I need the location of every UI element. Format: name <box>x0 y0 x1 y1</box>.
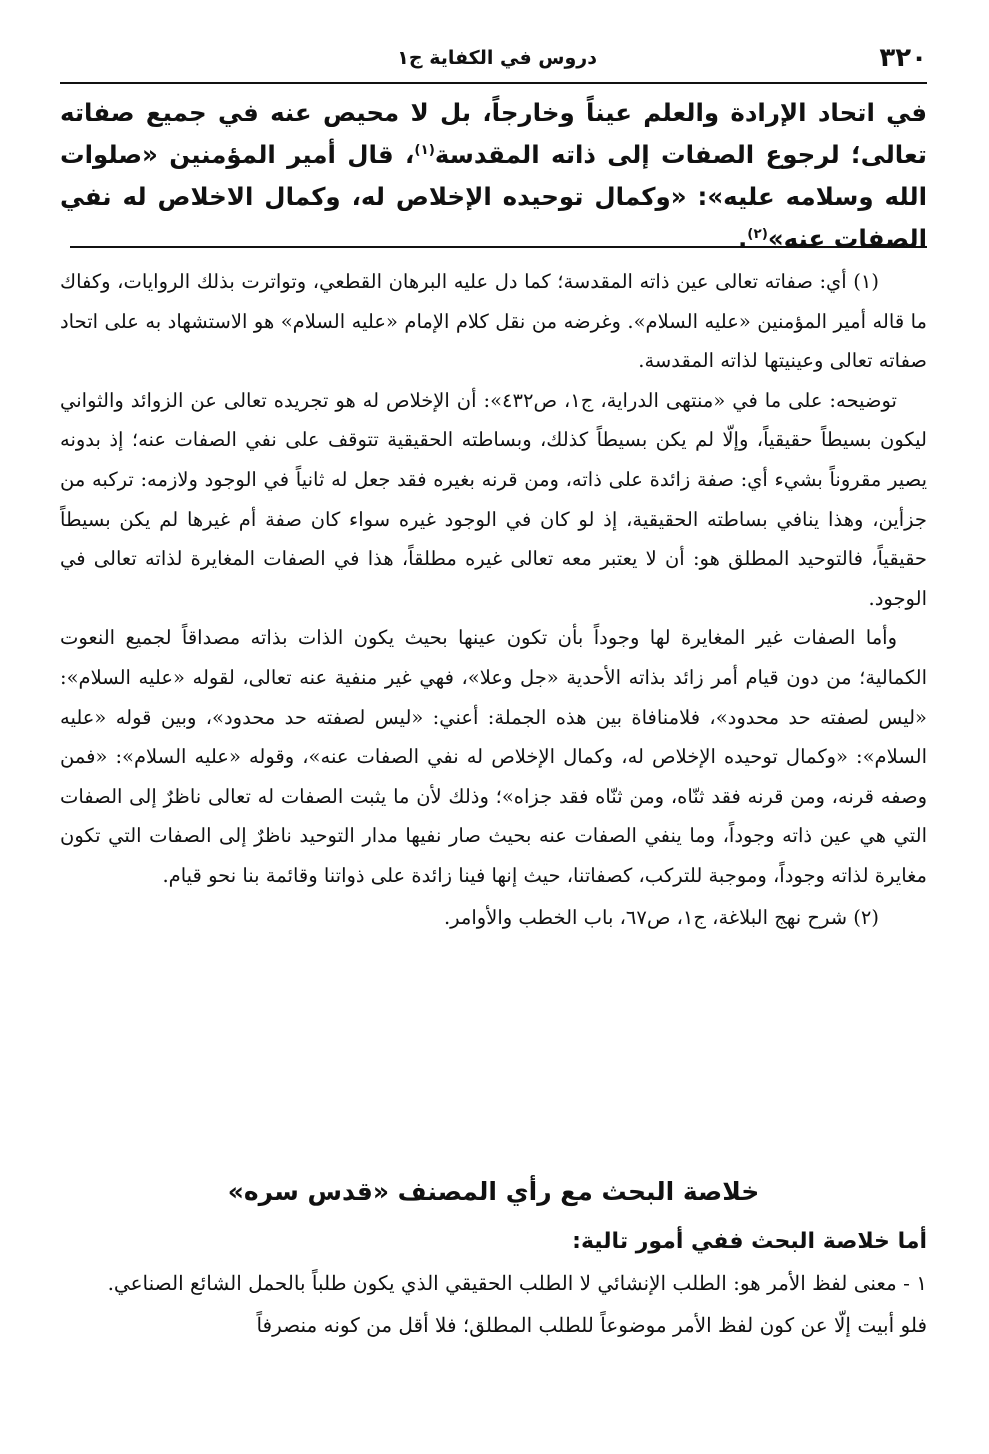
footnote-1-paragraph-1: (١) أي: صفاته تعالى عين ذاته المقدسة؛ كما دل عليه البرهان القطعي، وتواترت بذلك الروايات، وكفاك ما قاله أمير المؤمنين «عليه السلام». وغرضه من نقل كلام الإمام «عليه السلام» هو الاستشهاد به على اتحاد صفاته تعالى وعينيتها لذاته المقدسة. <box>60 270 927 373</box>
footnote-1-paragraph-3: وأما الصفات غير المغايرة لها وجوداً بأن تكون عينها بحيث يكون الذات بذاته مصداقاً لجميع النعوت الكمالية؛ من دون قيام أمر زائد بذاته الأحدية «جل وعلا»، فهي غير منفية عنه تعالى، لقوله «عليه السلام»: «ليس لصفته حد محدود»، فلامنافاة بين هذه الجملة: أعني: «ليس لصفته حد محدود»، وبين قوله «عليه السلام»: «وكمال توحيده الإخلاص له، وكمال الإخلاص له نفي الصفات عنه»، وقوله «عليه السلام»: «فمن وصفه قرنه، ومن قرنه فقد ثنّاه، ومن ثنّاه فقد جزاه»؛ وذلك لأن ما يثبت الصفات له تعالى ناظرٌ إلى الصفات التي هي عين ذاته وجوداً، وما ينفي الصفات عنه بحيث صار نفيها مدار التوحيد ناظرٌ إلى الصفات التي تكون مغايرة لذاته وجوداً، وموجبة للتركب، كصفاتنا، حيث إنها فينا زائدة على ذواتنا وقائمة بنا نحو قيام. <box>60 626 927 887</box>
footnote-ref-1[interactable]: (١) <box>414 141 435 158</box>
footnotes <box>60 262 927 937</box>
main-text <box>60 92 927 260</box>
main-text-part-3: . <box>737 224 748 253</box>
footnote-ref-2[interactable]: (٢) <box>747 225 768 242</box>
section-paragraph-2: فلو أبيت إلّا عن كون لفظ الأمر موضوعاً للطلب المطلق؛ فلا أقل من كونه منصرفاً <box>256 1313 927 1337</box>
header-rule <box>60 82 927 84</box>
running-head <box>60 38 927 78</box>
main-text-part-1: في اتحاد الإرادة والعلم عيناً وخارجاً، بل لا محيص عنه في جميع صفاته تعالى؛ لرجوع الصفات إلى ذاته المقدسة <box>60 98 928 169</box>
footnote-separator <box>70 246 927 248</box>
section-title: خلاصة البحث مع رأي المصنف «قدس سره» <box>227 1177 760 1206</box>
main-text-part-2: ، قال أمير المؤمنين «صلوات الله وسلامه عليه»: «وكمال توحيده الإخلاص له، وكمال الاخلاص له نفي الصفات عنه» <box>60 140 927 253</box>
page-number: ٣٢٠ <box>879 43 927 73</box>
main-paragraph <box>60 92 927 260</box>
footnote-2: (٢) شرح نهج البلاغة، ج١، ص٦٧، باب الخطب والأوامر. <box>443 905 879 929</box>
section-subtitle: أما خلاصة البحث ففي أمور تالية: <box>572 1229 927 1254</box>
section-body <box>60 1262 927 1346</box>
book-title: دروس في الكفاية ج١ <box>397 47 597 69</box>
footnote-1-paragraph-2: توضيحه: على ما في «منتهى الدراية، ج١، ص٤٣٢»: أن الإخلاص له هو تجريده تعالى عن الزوائد والثواني ليكون بسيطاً حقيقياً، وإلّا لم يكن بسيطاً كذلك، وبساطته الحقيقية تتوقف على نفي الصفات عنه؛ إذ بدونه يصير مقروناً بشيء أي: صفة زائدة على ذاته، ومن قرنه بغيره فقد جعل له ثانياً في الوجود ولازمه: تركبه من جزأين، وهذا ينافي بساطته الحقيقية، إذ لو كان في الوجود غيره سواء كان صفة أم غيرها لم يكن بسيطاً حقيقياً، فالتوحيد المطلق هو: أن لا يعتبر معه تعالى غيره مطلقاً، هذا في الصفات المغايرة لذاته تعالى في الوجود. <box>60 388 927 610</box>
section-item-1: ١ - معنى لفظ الأمر هو: الطلب الإنشائي لا الطلب الحقيقي الذي يكون طلباً بالحمل الشائع الصناعي. <box>107 1271 927 1295</box>
